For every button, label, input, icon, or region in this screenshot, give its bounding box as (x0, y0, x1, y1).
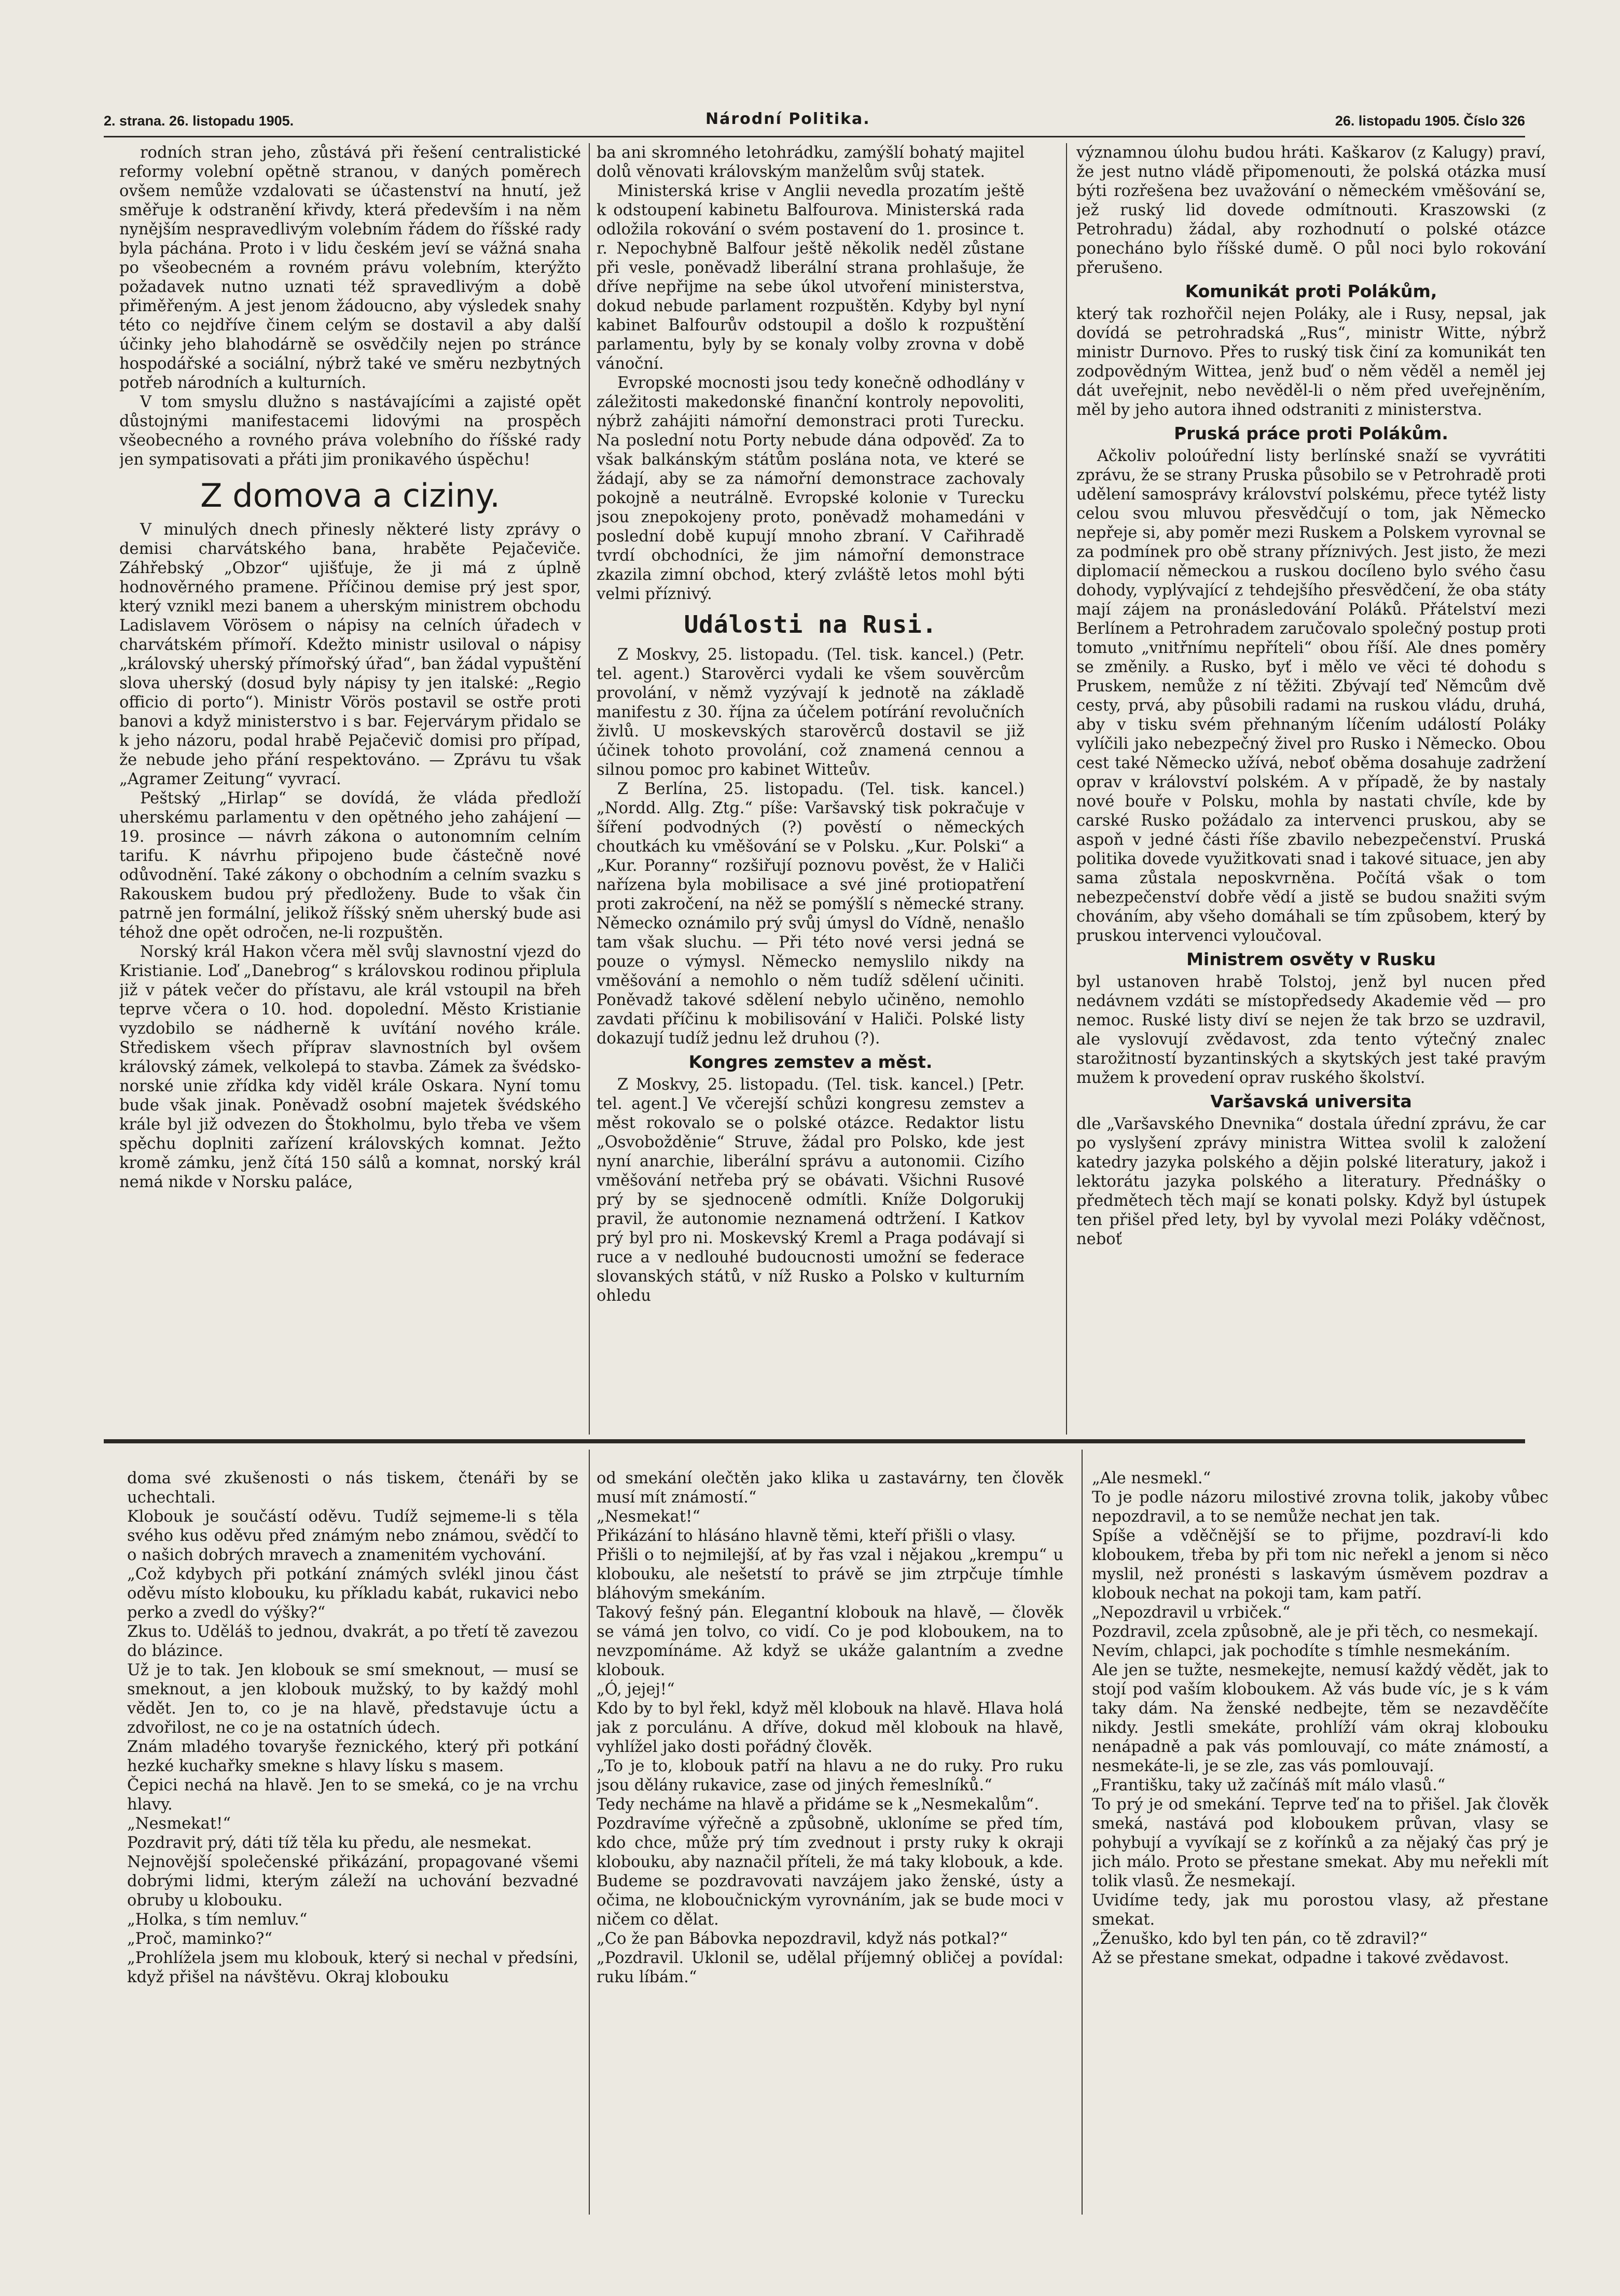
header-rule (104, 136, 1525, 137)
header-date-page: 2. strana. 26. listopadu 1905. (104, 113, 294, 129)
column-1 (119, 143, 581, 1435)
news-norwegian-king-cont: ba ani skromného letohrádku, zamýšlí bohatý majitel dolů věnovati královským manželům svůj statek. (597, 144, 1024, 181)
news-british-crisis: Ministerská krise v Anglii nevedla prozatím ještě k odstoupení kabinetu Balfourova. Ministerská rada odložila rokování o svém postavení do 1. prosince t. r. Nepochybně Balfour ještě několik neděl zůstane při vesle, poněvadž liberální strana prohlašuje, že dříve nepřijme na sebe úkol utvoření ministerstva, dokud nebude parlament rozpuštěn. Kdyby byl nyní kabinet Balfourův odstoupil a došlo k rozpuštění parlamentu, byly by se konaly volby zrovna v době vánoční. (597, 182, 1024, 373)
feuilleton-column-2 (597, 1450, 1063, 2215)
subheading-varsavska-universita: Varšavská universita (1210, 1091, 1412, 1111)
page-header (104, 110, 1525, 134)
newspaper-title: Národní Politika. (705, 110, 870, 128)
subheading-kongres-zemstev: Kongres zemstev a měst. (688, 1052, 933, 1072)
article-reform-conclusion: V tom smyslu dlužno s nastávajícími a zajisté opět důstojnými manifestacemi lidovými na prospěch všeobecného a rovného práva volebního do říšské rady jen sympatisovati a přáti jim pronikavého úspěchu! (119, 393, 581, 469)
column-3 (1076, 143, 1546, 1435)
news-komunikat: který tak rozhořčil nejen Poláky, ale i Rusy, nepsal, jak dovídá se petrohradská „Rus“, ministr Witte, nýbrž ministr Durnovo. Přes to ruský tisk činí za komunikát ten zodpovědným Wittea, jenž buď o něm věděl a neměl jej dát uveřejnit, nebo nevěděl-li o něm před uveřejněním, měl by jeho autora ihned odstraniti z ministerstva. (1076, 305, 1546, 419)
article-reform-text: rodních stran jeho, zůstává při řešení centralistické reformy volební opětně stranou, v daných poměrech ovšem nemůže vzdalovati se účastenství na hnutí, jež směřuje k odstranění křivdy, která především i na něm nynějším nespravedlivým volebním řádem do říšské rady byla páchána. Proto i v lidu českém jeví se vážná snaha po všeobecném a rovném právu volebním, kterýžto požadavek nutno uznati též spravedlivým a době přiměřeným. A jest jenom žádoucno, aby výsledek snahy této co nejdříve činem celým se dostavil a aby další účinky jeho blahodárně se osvědčily nejen po stránce hospodářské a sociální, nýbrž také ve směru nezbytných potřeb národních a kulturních. (119, 144, 581, 392)
feuilleton-column-1 (127, 1450, 578, 2215)
news-balkan-demonstration: Evropské mocnosti jsou tedy konečně odhodlány v záležitosti makedonské finanční kontroly nepovoliti, nýbrž zahájiti námořní demonstraci proti Turecku. Na poslední notu Porty nebude dána odpověď. Za to však balkánským státům poslána nota, ve které se žádají, aby se za námořní demonstrace zachovaly pokojně a neutrálně. Evropské kolonie v Turecku jsou znepokojeny proto, poněvadž mohamedáni v poslední době kupují mnoho zbraní. V Cařihradě tvrdí obchodníci, že jim námořní demonstrace zkazila zimní obchod, který zvláště letos mohl býti velmi příznivý. (597, 374, 1024, 603)
column-2 (597, 143, 1024, 1435)
feuilleton-separator (104, 1439, 1525, 1443)
section-title-udalosti-na-rusi: Události na Rusi. (684, 610, 937, 638)
feuilleton-text-2: od smekání olečtěn jako klika u zastavárny, ten člověk musí mít známostí.“ „Nesmekat!“ Přikázání to hlásáno hlavně těmi, kteří přišli o vlasy. Přišli o to nejmilejší, ať by řas vzal i nějakou „krempu“ u klobouku, ale nešetstí to právě se jim ztrpčuje tímhle bláhovým smekáním. Takový fešný pán. Elegantní klobouk na hlavě, — člověk se vámá jen tolvo, co vidí. Co je pod kloboukem, na to nevzpomínáme. Až když se ukáže galantním a zvedne klobouk. „Ó, jejej!“ Kdo by to byl řekl, když měl klobouk na hlavě. Hlava holá jak z porculánu. A dříve, dokud měl klobouk na hlavě, vyhlížel jako dosti pořádný člověk. „To je to, klobouk patří na hlavu a ne do ruky. Pro ruku jsou dělány rukavice, zase od jiných řemeslníků.“ Tedy necháme na hlavě a přidáme se k „Nesmekalům“. Pozdravíme výřečně a způsobně, ukloníme se před tím, kdo chce, může prý tím zvednout i prsty ruky k okraji klobouku, aby naznačil příteli, že má taky klobouk, a kde. Budeme se pozdravovati navzájem jako ženské, ústy a očima, ne kloboučnickým vyrovnáním, jak se bude moci v ničem co dělat. „Co že pan Bábovka nepozdravil, když nás potkal?“ „Pozdravil. Uklonil se, udělal příjemný obličej a povídal: ruku líbám.“ (597, 1469, 1063, 1986)
header-issue-number: 26. listopadu 1905. Číslo 326 (1335, 113, 1525, 129)
news-moscow-old-believers: Z Moskvy, 25. listopadu. (Tel. tisk. kancel.) (Petr. tel. agent.) Starověrci vydali ke všem souvěrcům provolání, v němž vyzývají k jednotě na základě manifestu z 30. října za účelem potírání revolučních živlů. U moskevských starověrců dostavil se již účinek tohoto provolání, což znamená cennou a silnou pomoc pro kabinet Witteův. (597, 646, 1024, 779)
subheading-pruska-prace: Pruská práce proti Polákům. (1174, 423, 1448, 443)
feuilleton-text-1: doma své zkušenosti o nás tiskem, čtenáři by se uchechtali. Klobouk je součástí oděvu. Tudíž sejmeme-li s těla svého kus oděvu před známým nebo známou, svědčí to o našich dobrých mravech a znamenitém vychování. „Což kdybych při potkání známých svlékl jinou část oděvu místo klobouku, ku příkladu kabát, rukavici nebo perko a zvedl do výšky?“ Zkus to. Uděláš to jednou, dvakrát, a po třetí tě zavezou do blázince. Už je to tak. Jen klobouk se smí smeknout, — musí se smeknout, a jen klobouk mužský, to by každý mohl vědět. Jen to, co je na hlavě, představuje úctu a zdvořilost, ne co je na ostatních údech. Znám mladého tovaryše řeznického, který při potkání hezké kuchařky smekne s hlavy lísku s masem. Čepici nechá na hlavě. Jen to se smeká, co je na vrchu hlavy. „Nesmekat!“ Pozdravit prý, dáti tíž těla ku předu, ale nesmekat. Nejnovější společenské přikázání, propagované všemi dobrými lidmi, kterým záleží na uchování bezvadné obruby u klobouku. „Holka, s tím nemluv.“ „Proč, maminko?“ „Prohlížela jsem mu klobouk, který si nechal v předsíni, když přišel na návštěvu. Okraj klobouku (127, 1469, 578, 1986)
subheading-komunikat: Komunikát proti Polákům, (1185, 281, 1437, 301)
column-divider (589, 143, 590, 1435)
news-warsaw-university: dle „Varšavského Dnevnika“ dostala úřední zprávu, že car po vyslyšení zprávy ministra Wittea svolil k založení katedry jazyka polského a dějin polské literatury, jakož i lektorátu jazyka polského a literatury. Přednášky o předmětech těch mají se konati polsky. Když byl ústupek ten přišel před lety, byl by vyvolal mezi Poláky vděčnost, neboť (1076, 1115, 1546, 1248)
news-minister-education: byl ustanoven hrabě Tolstoj, jenž byl nucen před nedávnem vzdáti se místopředsedy Akademie věd — pro nemoc. Ruské listy diví se nejen že tak brzo se uzdravil, ale vyslovují zvědavost, zda tento výtečný znalec starožitností byzantinských a skytských jest také pravým mužem k provedení oprav ruského školství. (1076, 973, 1546, 1087)
news-norwegian-king: Norský král Hakon včera měl svůj slavnostní vjezd do Kristianie. Loď „Danebrog“ s královskou rodinou připlula již v pátek večer do přístavu, ale král vstoupil na břeh teprve včera o 10. hod. dopolední. Město Kristianie vyzdobilo se nádherně k uvítání nového krále. Střediskem všech příprav slavnostních byl ovšem královský zámek, velkolepá to stavba. Zámek za švédsko-norské unie zřídka kdy viděl krále Oskara. Nyní tomu bude však jinak. Poněvadž osobní majetek švédského krále byl již odvezen do Štokholmu, bylo třeba ve všem spěchu doplniti zařízení královských komnat. Ježto kromě zámku, jenž čítá 150 sálů a komnat, norský král nemá nikde v Norsku paláce, (119, 943, 581, 1191)
subheading-ministr-osvety: Ministrem osvěty v Rusku (1186, 949, 1436, 969)
news-zemstvo-congress: Z Moskvy, 25. listopadu. (Tel. tisk. kancel.) [Petr. tel. agent.] Ve včerejší schůzi kongresu zemstev a měst rokovalo se o polské otázce. Redaktor listu „Osvobožděnie“ Struve, žádal pro Polsko, kde jest nyní anarchie, liberální správu a autonomii. Cizího vměšování netřeba prý se obávati. Všichni Rusové prý by se sjednoceně odmítli. Kníže Dolgorukij pravil, že autonomie neznamená odtržení. I Katkov prý byl pro ni. Moskevský Kreml a Praga podávají si ruce a v nedlouhé budoucnosti umožní se federace slovanských států, v níž Rusko a Polsko v kulturním ohledu (597, 1076, 1024, 1305)
news-berlin-report: Z Berlína, 25. listopadu. (Tel. tisk. kancel.) „Nordd. Allg. Ztg.“ píše: Varšavský tisk pokračuje v šíření podvodných (?) pověstí o německých choutkách ku vměšování se v Polsku. „Kur. Polski“ a „Kur. Poranny“ rozšiřují poznovu pověst, že v Haliči nařízena byla mobilisace a své jiné protiopatření proti zakročení, na něž se pomýšlí s německé strany. Německo oznámilo prý svůj úmysl do Vídně, nenašlo tam však sluchu. — Při této nové versi jedná se pouze o výmysl. Německo nemyslilo nikdy na vměšování a nemohlo o něm tudíž sdělení učiniti. Poněvadž takové sdělení nebylo učiněno, nemohlo zavdati příčinu k mobilisování v Haliči. Polské listy dokazují tudíž jednu lež druhou (?). (597, 780, 1024, 1048)
column-divider (1082, 1450, 1083, 2215)
feuilleton-text-3: „Ale nesmekl.“ To je podle názoru milostivé zrovna tolik, jakoby vůbec nepozdravil, a to se nemůže nechat jen tak. Spíše a vděčnější se to přijme, pozdraví-li kdo kloboukem, třeba by při tom nic neřekl a jenom si něco myslil, než pronésti s laskavým úsměvem pozdrav a klobouk nechat na pokoji tam, kam patří. „Nepozdravil u vrbiček.“ Pozdravil, zcela způsobně, ale je při těch, co nesmekají. Nevím, chlapci, jak pochodíte s tímhle nesmekáním. Ale jen se tužte, nesmekejte, nemusí každý vědět, jak to stojí pod vaším kloboukem. Až vás bude víc, je s k vám taky dám. Na ženské nedbejte, těm se nezavděčíte nikdy. Jestli smekáte, prohlíží vám okraj klobouku nenápadně a pak vás pomlouvají, co máte známostí, a nesmekáte-li, je se zle, zas vás pomlouvají. „Františku, taky už začínáš mít málo vlasů.“ To prý je od smekání. Teprve teď na to přišel. Jak člověk smeká, nastává pod kloboukem průvan, vlasy se pohybují a vyvíkají se z kořínků a za nějaký čas prý je jich málo. Proto se přestane smekat. Aby mu neřekli mít tolik vlasů. Že nesmekají. Uvidíme tedy, jak mu porostou vlasy, až přestane smekat. „Ženuško, kdo byl ten pán, co tě zdravil?“ Až se přestane smekat, odpadne i takové zvědavost. (1092, 1469, 1548, 1967)
news-prussian-work: Ačkoliv poloúřední listy berlínské snaží se vyvrátiti zprávu, že se strany Pruska působilo se v Petrohradě proti udělení samosprávy království polskému, přece tytéž listy celou svou mluvou přesvědčují o tom, jak Německo nepřeje si, aby poměr mezi Ruskem a Polskem vyrovnal se za podmínek pro obě strany příznivých. Jest jisto, že mezi diplomacií německou a ruskou docíleno bylo svého času dohody, vyplývající z tehdejšího přesvědčení, že oba státy mají zájem na pronásledování Poláků. Přátelství mezi Berlínem a Petrohradem zaručovalo společný postup proti tomuto „vnitřnímu nepříteli“ obou říší. Ale dnes poměry se změnily. a Rusko, byť i mělo ve věci té dohodu s Pruskem, nemůže z ní těžiti. Zbývají teď Němcům dvě cesty, prvá, aby působili radami na ruskou vládu, druhá, aby v tisku svém přehnaným líčením událostí Poláky vylíčili jako nebezpečný živel pro Rusko i Německo. Obou cest také Německo užívá, neboť oběma dosahuje zadržení oprav v království polském. A v případě, že by nastaly nové bouře v Polsku, mohla by nastati chvíle, kde by carské Rusko požádalo za intervenci pruskou, aby se aspoň v jedné části říše zbavilo nebezpečenství. Pruská politika dovede využitkovati snad i takové situace, jen aby sama zůstala neposkvrněna. Počítá však o tom nebezpečenství dobře vědí a jistě se budou snažiti svým chováním, aby všeho domáhali se tím způsobem, který by pruskou intervenci vyloučoval. (1076, 447, 1546, 945)
news-zemstvo-congress-cont: významnou úlohu budou hráti. Kaškarov (z Kalugy) praví, že jest nutno vládě připomenouti, že polská otázka musí býti rozřešena bez uvažování o německém vměšování se, jež ruský lid dovede odmítnouti. Kraszowski (z Petrohradu) žádal, aby rozhodnutí o polské otázce ponecháno bylo říšské dumě. O půl noci bylo rokování přerušeno. (1076, 144, 1546, 277)
feuilleton-column-3 (1092, 1450, 1548, 2215)
news-hungarian-parliament: Peštský „Hirlap“ se dovídá, že vláda předloží uherskému parlamentu v den opětného jeho zahájení — 19. prosince — návrh zákona o autonomním celním tarifu. K návrhu připojeno bude částečně nové odůvodnění. Také zákony o obchodním a celním svazku s Rakouskem budou prý předloženy. Bude to však čin patrně jen formální, jelikož říšský sněm uherský bude asi téhož dne opět odročen, ne-li rozpuštěn. (119, 789, 581, 942)
column-divider (1066, 143, 1067, 1435)
section-title-z-domova: Z domova a ciziny. (200, 477, 500, 514)
news-ban-demise: V minulých dnech přinesly některé listy zprávy o demisi charvátského bana, hraběte Pejačeviče. Záhřebský „Obzor“ ujišťuje, že ji má z úplně hodnověrného pramene. Příčinou demise prý jest spor, který vznikl mezi banem a uherským ministrem obchodu Ladislavem Vörösem o nápisy na celních úřadech v charvátském přímoří. Kdežto ministr usiloval o nápisy „královský uherský přímořský úřad“, ban žádal vypuštění slova uherský (dosud byly nápisy ty jen italské: „Regio officio di porto“). Ministr Vörös postavil se ostře proti banovi a když ministerstvo i s bar. Fejervárym přidalo se k jeho názoru, podal hrabě Pejačevič domisi pro případ, že nebude jeho přání respektováno. — Zprávu tu však „Agramer Zeitung“ vyvrací. (119, 521, 581, 788)
column-divider (589, 1450, 590, 2215)
